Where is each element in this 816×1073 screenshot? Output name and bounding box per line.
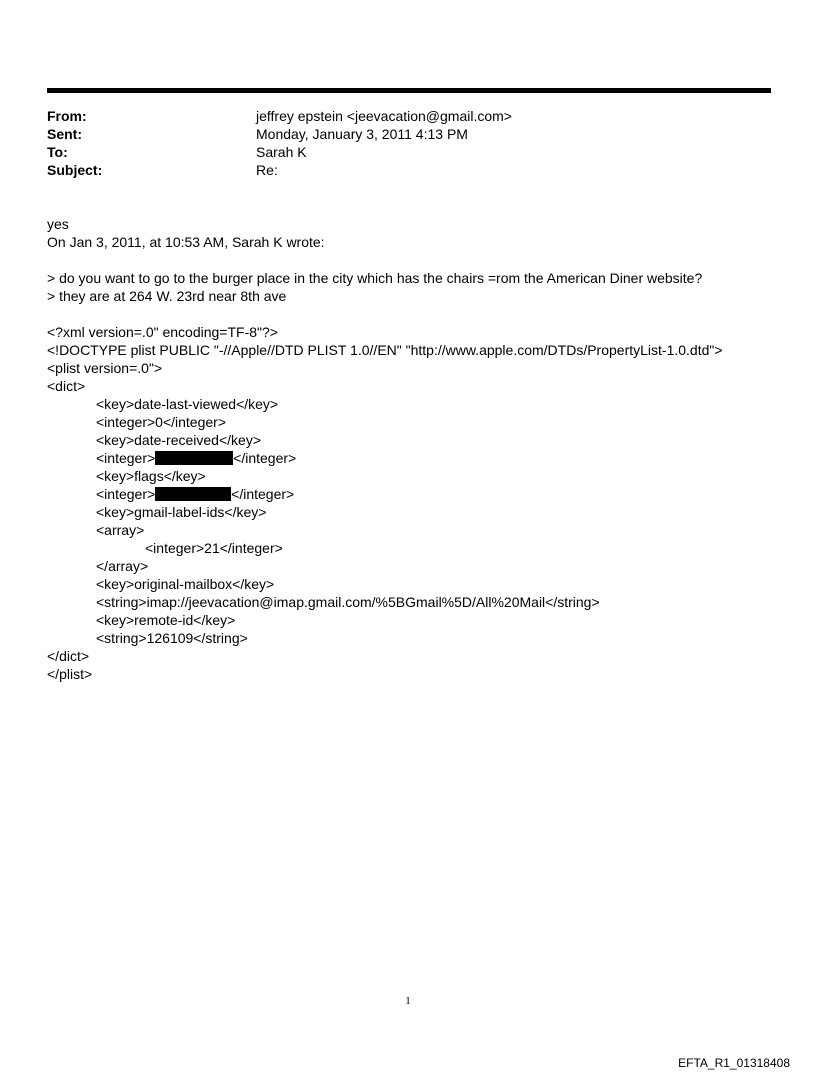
plist-line: <key>gmail-label-ids</key> [96, 504, 267, 520]
subject-row [47, 161, 771, 179]
document-id: EFTA_R1_01318408 [678, 1056, 790, 1070]
from-value: jeffrey epstein <jeevacation@gmail.com> [256, 108, 512, 124]
plist-tag-open: <integer> [96, 486, 156, 502]
subject-label: Subject: [47, 162, 103, 178]
quoted-line-2: > they are at 264 W. 23rd near 8th ave [47, 288, 287, 304]
plist-line: <key>date-last-viewed</key> [96, 396, 279, 412]
quote-intro: On Jan 3, 2011, at 10:53 AM, Sarah K wrote: [47, 234, 325, 250]
plist-xml-declaration: <?xml version=.0" encoding=TF-8"?> [47, 324, 278, 340]
from-label: From: [47, 108, 87, 124]
plist-open-tag: <plist version=.0"> [47, 360, 163, 376]
reply-text: yes [47, 216, 69, 232]
plist-line: <integer>0</integer> [96, 414, 226, 430]
from-row [47, 107, 771, 125]
plist-line: <integer>21</integer> [145, 540, 283, 556]
plist-doctype: <!DOCTYPE plist PUBLIC "-//Apple//DTD PLIST 1.0//EN" "http://www.apple.com/DTDs/PropertyList-1.0.dtd"> [47, 342, 723, 358]
spacer [47, 305, 771, 323]
header-divider [47, 88, 771, 93]
plist-tag-open: <integer> [96, 450, 156, 466]
dict-close-tag: </dict> [47, 648, 90, 664]
email-header [47, 107, 771, 179]
redaction-box [155, 451, 233, 465]
redaction-box [155, 487, 231, 501]
sent-row [47, 125, 771, 143]
sent-label: Sent: [47, 126, 82, 142]
plist-line: <array> [96, 522, 145, 538]
plist-line: <key>date-received</key> [96, 432, 261, 448]
email-body [47, 215, 771, 683]
page-number: 1 [405, 995, 411, 1007]
plist-line: <key>remote-id</key> [96, 612, 236, 628]
to-row [47, 143, 771, 161]
plist-line: <key>flags</key> [96, 468, 206, 484]
subject-value: Re: [256, 162, 278, 178]
quoted-line-1: > do you want to go to the burger place in the city which has the chairs =rom the American Diner website? [47, 270, 703, 286]
plist-close-tag: </plist> [47, 666, 93, 682]
plist-tag-close: </integer> [233, 450, 297, 466]
spacer [47, 251, 771, 269]
plist-line-redacted [47, 449, 771, 467]
sent-value: Monday, January 3, 2011 4:13 PM [256, 126, 468, 142]
to-label: To: [47, 144, 68, 160]
plist-tag-close: </integer> [231, 486, 295, 502]
plist-line: </array> [96, 558, 149, 574]
plist-line: <string>imap://jeevacation@imap.gmail.com/%5BGmail%5D/All%20Mail</string> [96, 594, 600, 610]
dict-open-tag: <dict> [47, 378, 86, 394]
plist-line: <key>original-mailbox</key> [96, 576, 275, 592]
plist-line-redacted [47, 485, 771, 503]
to-value: Sarah K [256, 144, 307, 160]
plist-line: <string>126109</string> [96, 630, 248, 646]
